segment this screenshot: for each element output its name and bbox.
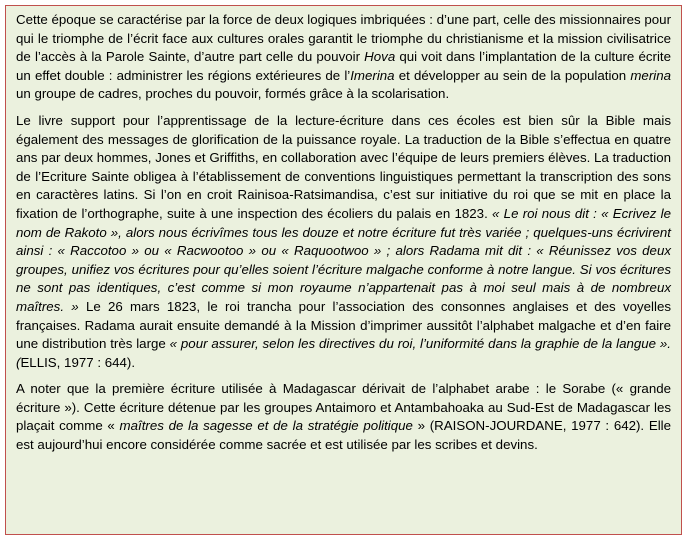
paragraph-3 — [16, 380, 671, 454]
paragraph-2-quote-rakoto: « Le roi nous dit : « Ecrivez le nom de Rakoto », alors nous écrivîmes tous les douze et notre écriture fut très variée ; quelques-uns écrivirent ainsi : « Raccotoo » ou « Racwootoo » ou « Raquootwoo » ; alors Radama mit dit : « Réunissez vos deux groupes, unifiez vos écritures pour qu’elles soient l’écriture malgache conforme à notre langue. Si vos écritures ne sont pas identiques, c’est comme si mon royaume n’appartenait pas à moi seul mais à de nombreux maîtres. » — [16, 205, 671, 314]
paragraph-2 — [16, 112, 671, 372]
paragraph-1-segment-3: qui voit dans l’implantation de la culture écrite un effet double : administrer les régions extérieures de l’ — [16, 49, 671, 83]
paragraph-1-segment-2: Hova — [364, 49, 396, 65]
paragraph-1-segment-1: Cette époque se caractérise par la force de deux logiques imbriquées : d’une part, celle des missionnaires pour qui le triomphe de l’écrit face aux cultures orales garantit le triomphe du christianisme et la mission civilisatrice de l’accès à la Parole Sainte, d’autre part celle du pouvoir — [16, 12, 671, 65]
paragraph-2-segment-1: Le livre support pour l’apprentissage de la lecture-écriture dans ces écoles est bien sûr la Bible mais également des messages de glorification de la puissance royale. La traduction de la Bible s’effectua en quatre ans par deux hommes, Jones et Griffiths, en collaboration avec l’équipe de leurs premiers élèves. La traduction de l’Ecriture Sainte obligea à l’établissement de conventions linguistiques permettant la transcription des sons en caractères latins. Si l’on en croit Rainisoa-Ratsimandisa, c’est sur initiative du roi que se mit en place la fixation de l’orthographe, suite à une inspection des écoliers du palais en 1823. — [16, 112, 671, 221]
paragraph-1-segment-7: un groupe de cadres, proches du pouvoir, formés grâce à la scolarisation. — [16, 86, 450, 102]
paragraph-1-segment-5: et développer au sein de la population — [394, 67, 631, 83]
paragraph-3-segment-1: A noter que la première écriture utilisée à Madagascar dérivait de l’alphabet arabe : le Sorabe (« grande écriture »). Cette écriture détenue par les groupes Antaimoro et Antambahoaka au Sud-Est de Madagascar les plaçait comme « — [16, 381, 671, 434]
paragraph-3-quote: maîtres de la sagesse et de la stratégie politique — [119, 418, 413, 434]
paragraph-2-segment-3: Le 26 mars 1823, le roi trancha pour l’association des consonnes anglaises et des voyelles françaises. Radama aurait ensuite demandé à la Mission d’imprimer aussitôt l’alphabet malgache et d’en faire une distribution très large — [16, 298, 671, 352]
paragraph-1 — [16, 11, 671, 104]
paragraph-3-segment-3: » (RAISON-JOURDANE, 1977 : 642). Elle est aujourd’hui encore considérée comme sacrée et est utilisée par les scribes et devins. — [16, 418, 671, 453]
paragraph-1-segment-6: merina — [630, 67, 671, 83]
paragraph-2-citation: ELLIS, 1977 : 644). — [20, 354, 136, 370]
text-box — [5, 5, 682, 535]
paragraph-1-segment-4: Imerina — [350, 67, 395, 83]
paragraph-2-quote-uniformite: « pour assurer, selon les directives du roi, l’uniformité dans la graphie de la langue ». ( — [16, 336, 672, 370]
